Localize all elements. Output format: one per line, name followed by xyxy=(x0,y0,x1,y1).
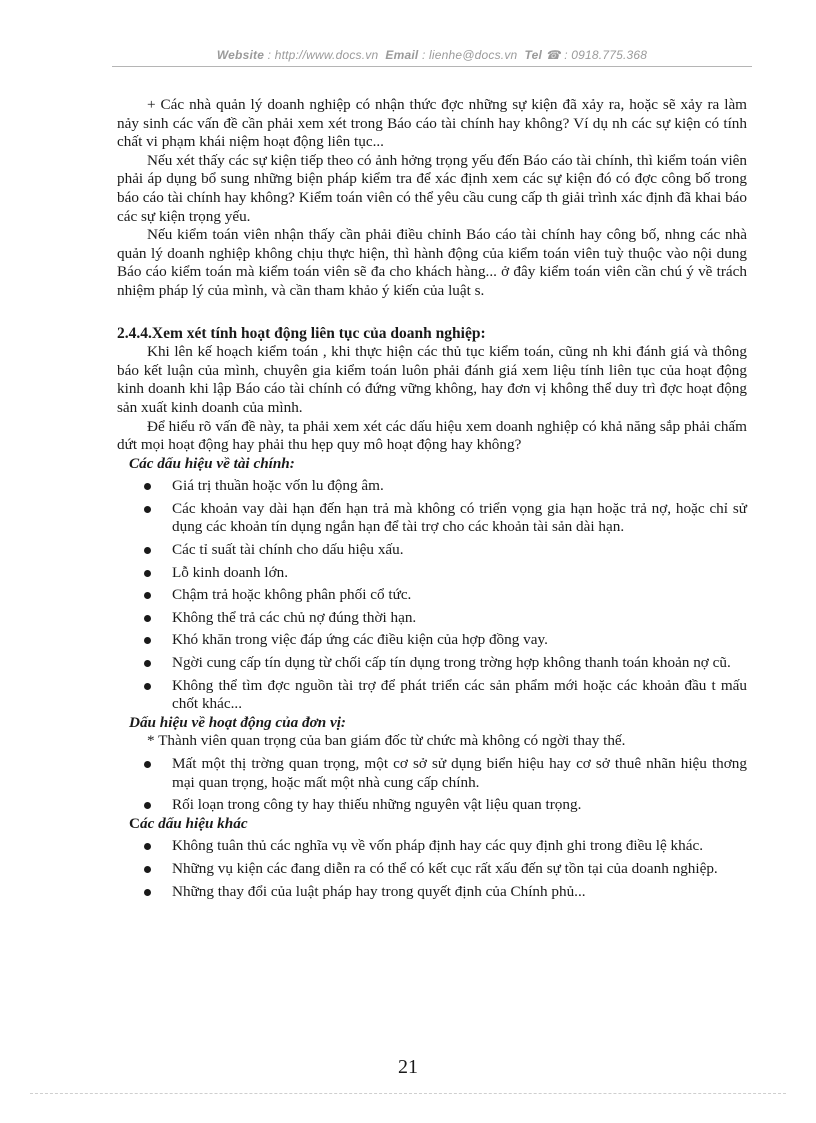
bullet-icon xyxy=(144,592,151,599)
bullet-icon xyxy=(144,547,151,554)
list-item: Các tỉ suất tài chính cho dấu hiệu xấu. xyxy=(117,541,747,560)
paragraph: Nếu kiểm toán viên nhận thấy cần phải điều chỉnh Báo cáo tài chính hay công bố, nhng các nhà quản lý doanh nghiệp không chịu thực hiện, thì hành động của kiểm toán viên tuỳ thuộc vào nội dung Báo cáo kiểm toán mà kiểm toán viên sẽ đa cho khách hàng... ở đây kiểm toán viên cần chú ý về trách nhiệm pháp lý của mình, và cần tham khảo ý kiến của luật s. xyxy=(117,226,747,299)
paragraph: Để hiểu rõ vấn đề này, ta phải xem xét các dấu hiệu xem doanh nghiệp có khả năng sắp phải chấm dứt mọi hoạt động hay phải thu hẹp quy mô hoạt động hay không? xyxy=(117,417,747,454)
page-number: 21 xyxy=(398,1056,418,1078)
paragraph: Khi lên kế hoạch kiểm toán , khi thực hiện các thủ tục kiểm toán, cũng nh khi đánh giá và thông báo kết luận của mình, chuyên gia kiểm toán luôn phải đánh giá xem liệu tính liên tục của hoạt động kinh doanh khi lập Báo cáo tài chính có đứng vững không, hay đơn vị không thể duy trì đợc hoạt động sản xuất kinh doanh của mình. xyxy=(117,343,747,416)
other-signs-list xyxy=(117,837,747,901)
bullet-icon xyxy=(144,660,151,667)
document-body xyxy=(117,96,747,901)
bullet-icon xyxy=(144,637,151,644)
bullet-icon xyxy=(144,802,151,809)
list-item: Những thay đổi của luật pháp hay trong quyết định của Chính phủ... xyxy=(117,883,747,902)
bullet-icon xyxy=(144,843,151,850)
list-item: Các khoản vay dài hạn đến hạn trả mà không có triển vọng gia hạn hoặc trả nợ, hoặc chỉ sử dụng các khoản tín dụng ngắn hạn để tài trợ cho các khoản tài sản dài hạn. xyxy=(117,500,747,537)
email-value: : lienhe@docs.vn xyxy=(421,48,518,62)
bullet-icon xyxy=(144,570,151,577)
bullet-icon xyxy=(144,866,151,873)
bullet-icon xyxy=(144,506,151,513)
tel-value: ☎ : 0918.775.368 xyxy=(545,48,648,62)
footer-divider xyxy=(30,1093,786,1094)
bullet-icon xyxy=(144,761,151,768)
list-item: Ngời cung cấp tín dụng từ chối cấp tín dụng trong trờng hợp không thanh toán khoản nợ cũ. xyxy=(117,654,747,673)
list-item: Mất một thị trờng quan trọng, một cơ sở sử dụng biển hiệu hay cơ sở thuê nhãn hiệu thơng mại quan trọng, hoặc mất một nhà cung cấp chính. xyxy=(117,755,747,792)
bullet-icon xyxy=(144,615,151,622)
list-item: Giá trị thuần hoặc vốn lu động âm. xyxy=(117,477,747,496)
bullet-icon xyxy=(144,889,151,896)
financial-signs-list xyxy=(117,477,747,714)
list-item: Không thể trả các chủ nợ đúng thời hạn. xyxy=(117,609,747,628)
list-item: Chậm trả hoặc không phân phối cổ tức. xyxy=(117,586,747,605)
operational-signs-list xyxy=(117,755,747,815)
operational-signs-title: Dấu hiệu về hoạt động của đơn vị: xyxy=(129,713,346,731)
starred-item: * Thành viên quan trọng của ban giám đốc từ chức mà không có ngời thay thế. xyxy=(147,732,626,750)
paragraph: Nếu xét thấy các sự kiện tiếp theo có ảnh hởng trọng yếu đến Báo cáo tài chính, thì kiểm toán viên phải áp dụng bổ sung những biện pháp kiểm tra để xác định xem các sự kiện đó có đợc công bố trong báo cáo tài chính hay không? Kiểm toán viên có thể yêu cầu cung cấp th giải trình xác định đã khai báo các sự kiện trọng yếu. xyxy=(117,151,747,225)
page-header xyxy=(112,48,752,62)
list-item: Rối loạn trong công ty hay thiếu những nguyên vật liệu quan trọng. xyxy=(117,796,747,815)
website-value: : http://www.docs.vn xyxy=(267,48,379,62)
section-heading: 2.4.4.Xem xét tính hoạt động liên tục của doanh nghiệp: xyxy=(117,324,486,342)
list-item: Những vụ kiện các đang diễn ra có thể có kết cục rất xấu đến sự tồn tại của doanh nghiệp. xyxy=(117,860,747,879)
website-label: Website xyxy=(216,48,265,62)
list-item: Không thể tìm đợc nguồn tài trợ để phát triển các sản phẩm mới hoặc các khoản đầu t mấu chốt khác... xyxy=(117,677,747,714)
bullet-icon xyxy=(144,683,151,690)
tel-label: Tel xyxy=(524,48,542,62)
list-item: Lỗ kinh doanh lớn. xyxy=(117,564,747,583)
other-signs-title: Các dấu hiệu khác xyxy=(129,814,248,832)
list-item: Khó khăn trong việc đáp ứng các điều kiện của hợp đồng vay. xyxy=(117,631,747,650)
financial-signs-title: Các dấu hiệu về tài chính: xyxy=(129,454,295,472)
paragraph: + Các nhà quản lý doanh nghiệp có nhận thức đợc những sự kiện đã xảy ra, hoặc sẽ xảy ra làm nảy sinh các vấn đề cần phải xem xét trong Báo cáo tài chính hay không? Ví dụ nh các sự kiện có tính chất vi phạm khái niệm hoạt động liên tục... xyxy=(117,96,747,151)
email-label: Email xyxy=(385,48,419,62)
bullet-icon xyxy=(144,483,151,490)
list-item: Không tuân thủ các nghĩa vụ về vốn pháp định hay các quy định ghi trong điều lệ khác. xyxy=(117,837,747,856)
header-divider xyxy=(112,66,752,67)
